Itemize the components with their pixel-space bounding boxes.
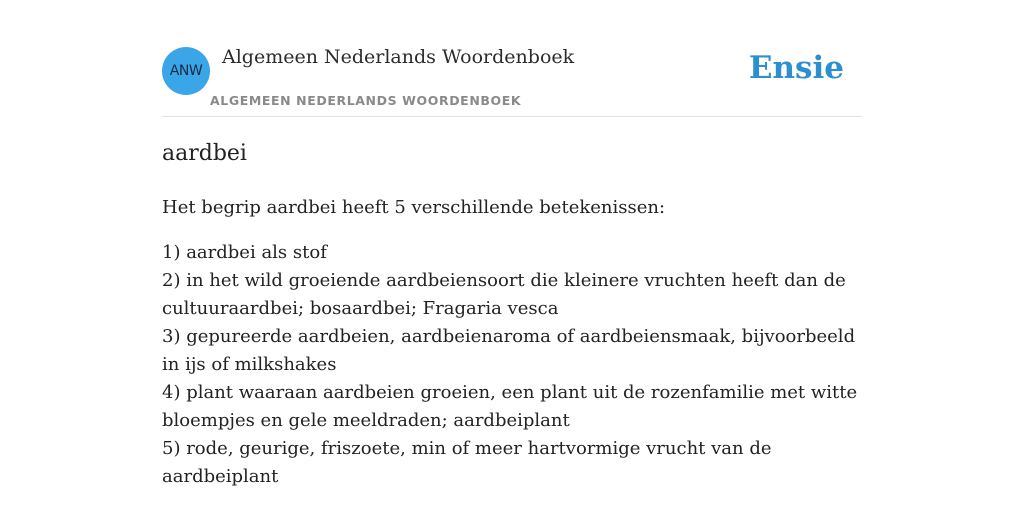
logo-text: ANW: [169, 63, 203, 79]
source-subtitle: ALGEMEEN NEDERLANDS WOORDENBOEK: [210, 93, 522, 108]
brand-logo[interactable]: Ensie: [748, 50, 844, 86]
source-logo[interactable]: [162, 47, 210, 95]
definition-card: [162, 0, 862, 512]
entry-intro: Het begrip aardbei heeft 5 verschillende betekenissen:: [162, 197, 666, 218]
entry-term: aardbei: [162, 141, 247, 166]
source-title[interactable]: Algemeen Nederlands Woordenboek: [222, 46, 575, 68]
meaning-item: 2) in het wild groeiende aardbeiensoort die kleinere vruchten heeft dan de cultuuraardbei; bosaardbei; Fragaria vesca: [162, 270, 846, 319]
meaning-item: 5) rode, geurige, friszoete, min of meer hartvormige vrucht van de aardbeiplant: [162, 438, 772, 487]
card-header: [162, 0, 862, 117]
meanings-list: [162, 239, 862, 491]
meaning-item: 3) gepureerde aardbeien, aardbeienaroma of aardbeiensmaak, bijvoorbeeld in ijs of milkshakes: [162, 326, 856, 375]
meaning-item: 4) plant waaraan aardbeien groeien, een plant uit de rozenfamilie met witte bloempjes en gele meeldraden; aardbeiplant: [162, 382, 858, 431]
meaning-item: 1) aardbei als stof: [162, 242, 327, 263]
